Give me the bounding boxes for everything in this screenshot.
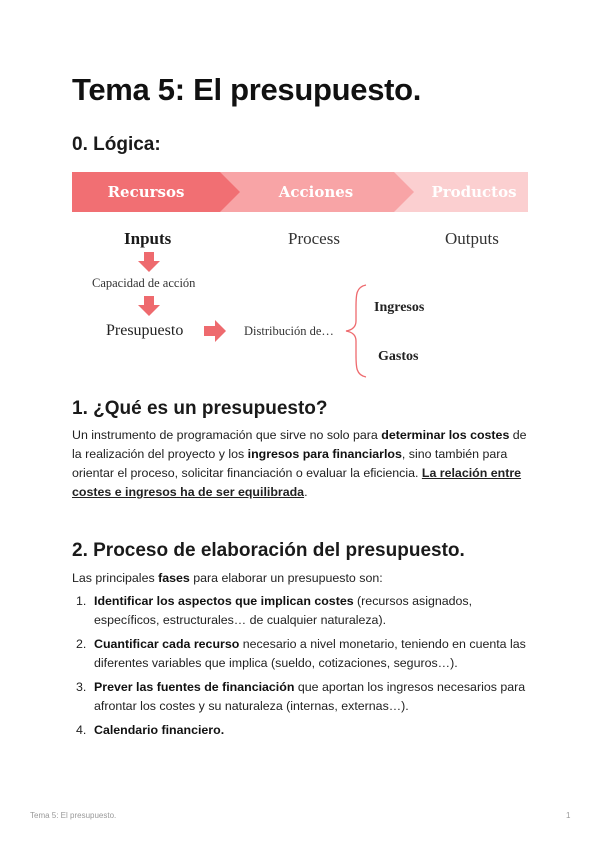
banner-label-acciones: Acciones (278, 183, 354, 201)
list-item: 2. Cuantificar cada recurso necesario a nivel monetario, teniendo en cuenta las diferentes variables que implica (sueldo, cotizaciones, seguros…). (76, 637, 526, 670)
phases-list (72, 592, 532, 745)
banner-label-productos: Productos (431, 183, 517, 201)
definition-paragraph: Un instrumento de programación que sirve no solo para determinar los costes de la realización del proyecto y los ingresos para financiarlos, sino también para orientar el proceso, solicitar financiación o evaluar la eficiencia. La relación entre costes e ingresos ha de ser equilibrada. (72, 428, 527, 499)
list-item: 3. Prever las fuentes de financiación que aportan los ingresos necesarios para afrontar los costes y su naturaleza (internas, externas…). (76, 680, 526, 713)
section-heading-logica: 0. Lógica: (72, 134, 161, 155)
diagram-outputs: Outputs (445, 229, 499, 248)
section-heading-que-es: 1. ¿Qué es un presupuesto? (72, 398, 328, 419)
banner-label-recursos: Recursos (107, 183, 185, 201)
section-heading-proceso: 2. Proceso de elaboración del presupuesto. (72, 540, 465, 561)
key-statement: La relación entre costes e ingresos ha de ser equilibrada (72, 466, 522, 499)
diagram-inputs: Inputs (124, 229, 172, 248)
down-arrow-icon (138, 252, 160, 272)
curly-brace-icon (342, 283, 372, 379)
list-item: 4. Calendario financiero. (76, 723, 225, 737)
page-number: 1 (566, 811, 571, 820)
footer-title: Tema 5: El presupuesto. (30, 811, 117, 820)
diagram-process: Process (288, 229, 340, 248)
diagram-distribucion: Distribución de… (244, 324, 334, 338)
diagram-gastos: Gastos (378, 349, 419, 364)
list-item: 1. Identificar los aspectos que implican costes (recursos asignados, específicos, estructurales… de cualquier naturaleza). (76, 594, 473, 627)
page-title: Tema 5: El presupuesto. (72, 72, 422, 107)
down-arrow-icon (138, 296, 160, 316)
diagram-presupuesto: Presupuesto (106, 322, 184, 339)
phases-intro: Las principales fases para elaborar un presupuesto son: (72, 571, 383, 585)
diagram-ingresos: Ingresos (374, 300, 425, 315)
diagram-capacidad: Capacidad de acción (92, 276, 196, 290)
right-arrow-icon (204, 320, 226, 342)
